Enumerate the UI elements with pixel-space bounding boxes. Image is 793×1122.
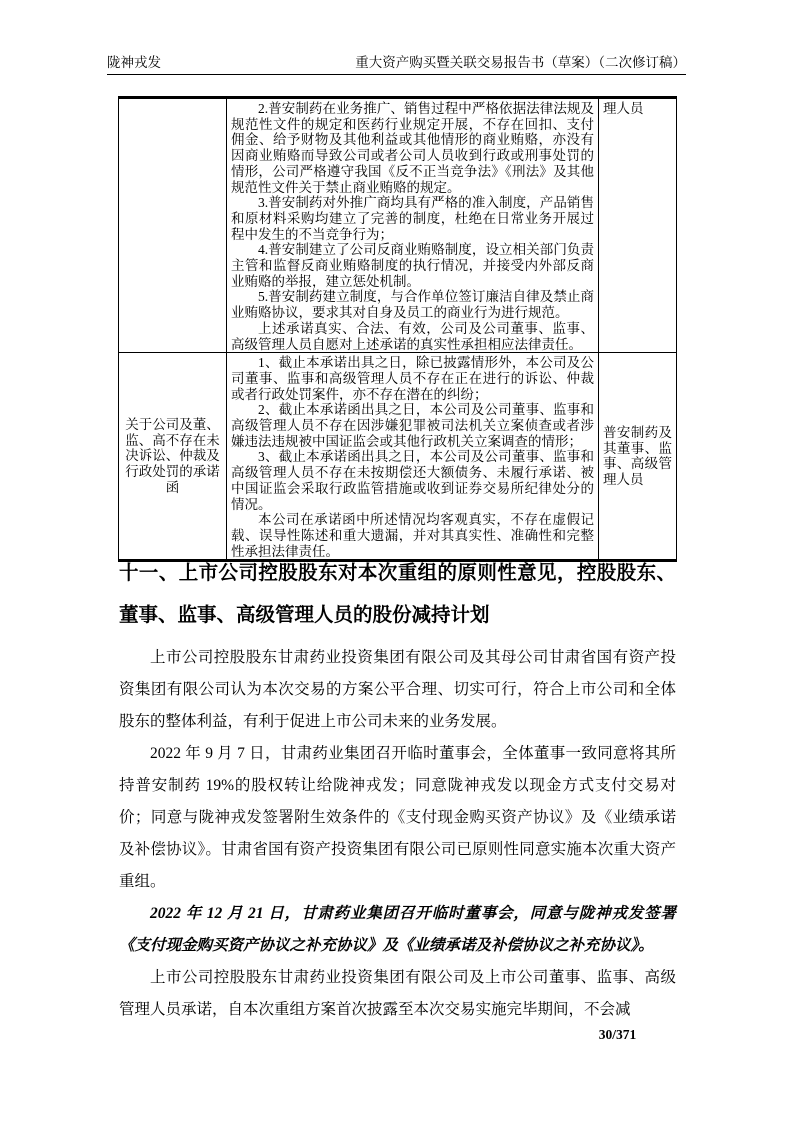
commitment-paragraph: 2、截止本承诺函出具之日，本公司及公司董事、监事和高级管理人员不存在因涉嫌犯罪被司法机关立案侦查或者涉嫌违法违规被中国证监会或其他行政机关立案调查的情形； <box>231 402 594 449</box>
commitment-paragraph: 上述承诺真实、合法、有效，公司及公司董事、监事、高级管理人员自愿对上述承诺的真实性承担相应法律责任。 <box>231 320 594 352</box>
section-content <box>119 552 676 1026</box>
commitment-paragraph: 5.普安制药建立制度，与合作单位签订廉洁自律及禁止商业贿赂协议，要求其对自身及员工的商业行为进行规范。 <box>231 289 594 321</box>
header-company-name: 陇神戎发 <box>107 55 161 70</box>
body-paragraph: 上市公司控股股东甘肃药业投资集团有限公司及上市公司董事、监事、高级管理人员承诺，自本次重组方案首次披露至本次交易实施完毕期间，不会减 <box>119 969 676 1018</box>
header-report-title: 重大资产购买暨关联交易报告书（草案）（二次修订稿） <box>355 55 686 70</box>
section-heading: 十一、上市公司控股股东对本次重组的原则性意见，控股股东、董事、监事、高级管理人员的股份减持计划 <box>119 562 676 626</box>
commitment-party-cell: 理人员 <box>599 98 677 353</box>
page-header <box>107 54 686 75</box>
body-paragraph: 上市公司控股股东甘肃药业投资集团有限公司及其母公司甘肃省国有资产投资集团有限公司认为本次交易的方案公平合理、切实可行，符合上市公司和全体股东的整体利益，有利于促进上市公司未来的业务发展。 <box>119 649 676 730</box>
commitment-text-cell <box>227 353 599 561</box>
body-paragraph-emphasized: 2022 年 12 月 21 日，甘肃药业集团召开临时董事会，同意与陇神戎发签署《支付现金购买资产协议之补充协议》及《业绩承诺及补偿协议之补充协议》。 <box>119 905 676 954</box>
commitment-party-cell: 普安制药及其董事、监事、高级管理人员 <box>599 353 677 561</box>
page-number: 30/371 <box>598 1027 637 1042</box>
commitment-paragraph: 3、截止本承诺函出具之日，本公司及公司董事、监事和高级管理人员不存在未按期偿还大额债务、未履行承诺、被中国证监会采取行政监管措施或收到证券交易所纪律处分的情况。 <box>231 449 594 512</box>
commitment-title-cell <box>119 98 227 353</box>
commitment-paragraph: 1、截止本承诺出具之日，除已披露情形外，本公司及公司董事、监事和高级管理人员不存在正在进行的诉讼、仲裁或者行政处罚案件，亦不存在潜在的纠纷； <box>231 355 594 402</box>
body-paragraph: 2022 年 9 月 7 日，甘肃药业集团召开临时董事会，全体董事一致同意将其所持普安制药 19%的股权转让给陇神戎发；同意陇神戎发以现金方式支付交易对价；同意与陇神戎发签署附生效条件的《支付现金购买资产协议》及《业绩承诺及补偿协议》。甘肃省国有资产投资集团有限公司已原则性同意实施本次重大资产重组。 <box>119 745 676 890</box>
commitment-paragraph: 2.普安制药在业务推广、销售过程中严格依据法律法规及规范性文件的规定和医药行业规定开展，不存在回扣、支付佣金、给予财物及其他利益或其他情形的商业贿赂，亦没有因商业贿赂而导致公司或者公司人员收到行政或刑事处罚的情形，公司严格遵守我国《反不正当竞争法》《刑法》及其他规范性文件关于禁止商业贿赂的规定。 <box>231 101 594 195</box>
table-row <box>119 353 677 561</box>
table-row <box>119 98 677 353</box>
commitment-text-cell <box>227 98 599 353</box>
commitment-paragraph: 3.普安制药对外推广商均具有严格的准入制度，产品销售和原材料采购均建立了完善的制度，杜绝在日常业务开展过程中发生的不当竞争行为； <box>231 195 594 242</box>
commitment-paragraph: 本公司在承诺函中所述情况均客观真实，不存在虚假记载、误导性陈述和重大遗漏，并对其真实性、准确性和完整性承担法律责任。 <box>231 512 594 559</box>
commitments-table <box>118 96 677 562</box>
commitment-paragraph: 4.普安制建立了公司反商业贿赂制度，设立相关部门负责主管和监督反商业贿赂制度的执行情况，并接受内外部反商业贿赂的举报，建立惩处机制。 <box>231 242 594 289</box>
commitment-title-cell: 关于公司及董、监、高不存在未决诉讼、仲裁及行政处罚的承诺函 <box>119 353 227 561</box>
